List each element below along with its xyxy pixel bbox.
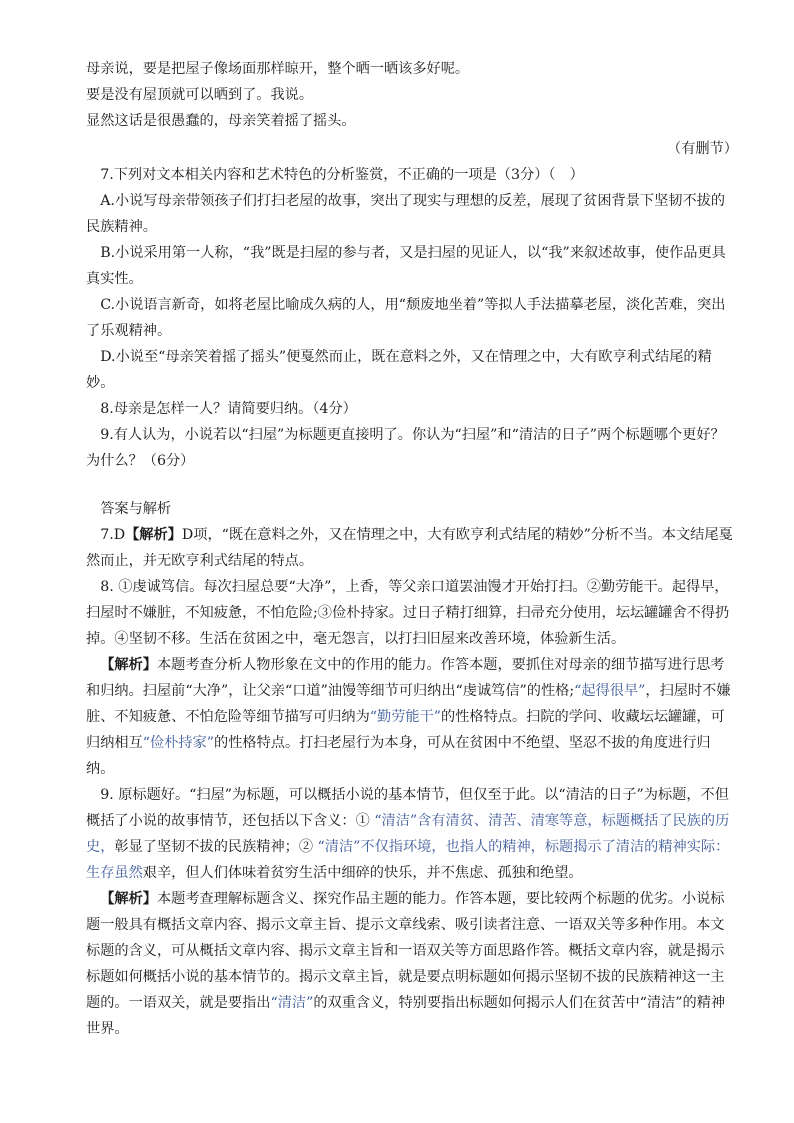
text-run: 的性格特点。扫院的学问、收藏坛坛罐罐，可归纳相互 [86,709,725,751]
text-run: 彰显了坚韧不拔的民族精神；② [114,839,318,855]
story-line-3: 显然这话是很愚蠢的，母亲笑着摇了摇头。 [86,113,356,129]
answer-7-analysis-tag: 【解析】 [125,527,182,543]
answer-8-analysis [86,652,738,782]
question-7-option-c: C.小说语言新奇，如将老屋比喻成久病的人，用“颓废地坐着”等拟人手法描摹老屋，淡化苦难，突出了乐观精神。 [86,297,726,339]
answer-8-analysis-tag: 【解析】 [100,657,157,673]
abridged-note: （有删节） [667,141,738,157]
answer-8: 8. ①虔诚笃信。每次扫屋总要“大净”，上香，等父亲口道罢油馒才开始打扫。②勤劳能干。起得早，扫屋时不嫌脏，不知疲惫，不怕危险;③俭朴持家。过日子精打细算，扫帚充分使用，坛坛罐罐舍不得扔掉。④坚韧不移。生活在贫困之中，毫无怨言，以打扫旧屋来改善环境，体验新生活。 [86,579,730,647]
highlighted-text: “清洁”不仅指环境，也指人的精神，标题揭示了清洁的精神实际：生存虽然 [86,839,730,881]
answer-7 [86,522,738,574]
highlighted-text: “清洁” [270,995,314,1011]
answer-9 [86,782,738,886]
text-run: ，扫屋时不嫌脏、不知疲惫、不怕危险等细节描写可归纳为 [86,683,731,725]
answer-heading: 答案与解析 [100,501,172,517]
question-7-stem: 7.下列对文本相关内容和艺术特色的分析鉴赏，不正确的一项是（3分）（ ） [100,167,584,183]
text-run: 本题考查分析人物形象在文中的作用的能力。作答本题，要抓住对母亲的细节描写进行思考和归纳。扫屋前“大净”，让父亲“口道”油馒等细节可归纳出“虔诚笃信”的性格; [86,657,725,699]
highlighted-text: “俭朴持家” [142,735,215,751]
question-9: 9.有人认为，小说若以“扫屋”为标题更直接明了。你认为“扫屋”和“清洁的日子”两个标题哪个更好？为什么？（6分） [86,427,725,469]
text-run: 艰辛，但人们体味着贫穷生活中细碎的快乐，并不焦虑、孤独和绝望。 [142,865,583,881]
text-run: 的双重含义，特别要指出标题如何揭示人们在贫苦中“清洁”的精神世界。 [86,995,726,1037]
answer-7-prefix: 7.D [100,527,126,543]
highlighted-text: “起得很早” [574,683,646,699]
highlighted-text: “勤劳能干” [369,709,442,725]
answer-9-analysis [86,886,738,1042]
answer-9-analysis-tag: 【解析】 [100,891,157,907]
text-run: 本题考查理解标题含义、探究作品主题的能力。作答本题，要比较两个标题的优劣。小说标题一般具有概括文章内容、揭示文章主旨、提示文章线索、吸引读者注意、一语双关等多种作用。本文标题的含义，可从概括文章内容、揭示文章主旨和一语双关等方面思路作答。概括文章内容，就是揭示标题如何概括小说的基本情节的。揭示文章主旨，就是要点明标题如何揭示坚韧不拔的民族精神这一主题的。一语双关，就是要指出 [86,891,725,1011]
story-line-2: 要是没有屋顶就可以晒到了。我说。 [86,87,314,103]
answer-8-analysis-text [86,657,731,777]
question-7-option-a: A.小说写母亲带领孩子们打扫老屋的故事，突出了现实与理想的反差，展现了贫困背景下坚韧不拔的民族精神。 [86,193,726,235]
question-7-option-b: B.小说采用第一人称，“我”既是扫屋的参与者，又是扫屋的见证人，以“我”来叙述故事，使作品更具真实性。 [86,245,726,287]
story-line-1: 母亲说，要是把屋子像场面那样晾开，整个晒一晒该多好呢。 [86,61,470,77]
question-8: 8.母亲是怎样一人？请简要归纳。（4分） [100,401,357,417]
text-run: 的性格特点。打扫老屋行为本身，可从在贫困中不绝望、坚忍不拔的角度进行归纳。 [86,735,711,777]
document-content [86,56,738,1042]
answer-9-analysis-text [86,891,725,1037]
question-7-option-d: D.小说至“母亲笑着摇了摇头”便戛然而止，既在意料之外，又在情理之中，大有欧亨利式结尾的精妙。 [86,349,712,391]
answer-7-text: D项，“既在意料之外，又在情理之中，大有欧亨利式结尾的精妙”分析不当。本文结尾戛然而止，并无欧亨利式结尾的特点。 [86,527,733,569]
text-run: 9. 原标题好。“扫屋”为标题，可以概括小说的基本情节，但仅至于此。以“清洁的日子”为标题，不但概括了小说的故事情节，还包括以下含义：① [86,787,729,829]
highlighted-text: “清洁”含有清贫、清苦、清寒等意，标题概括了民族的历史， [86,813,730,855]
